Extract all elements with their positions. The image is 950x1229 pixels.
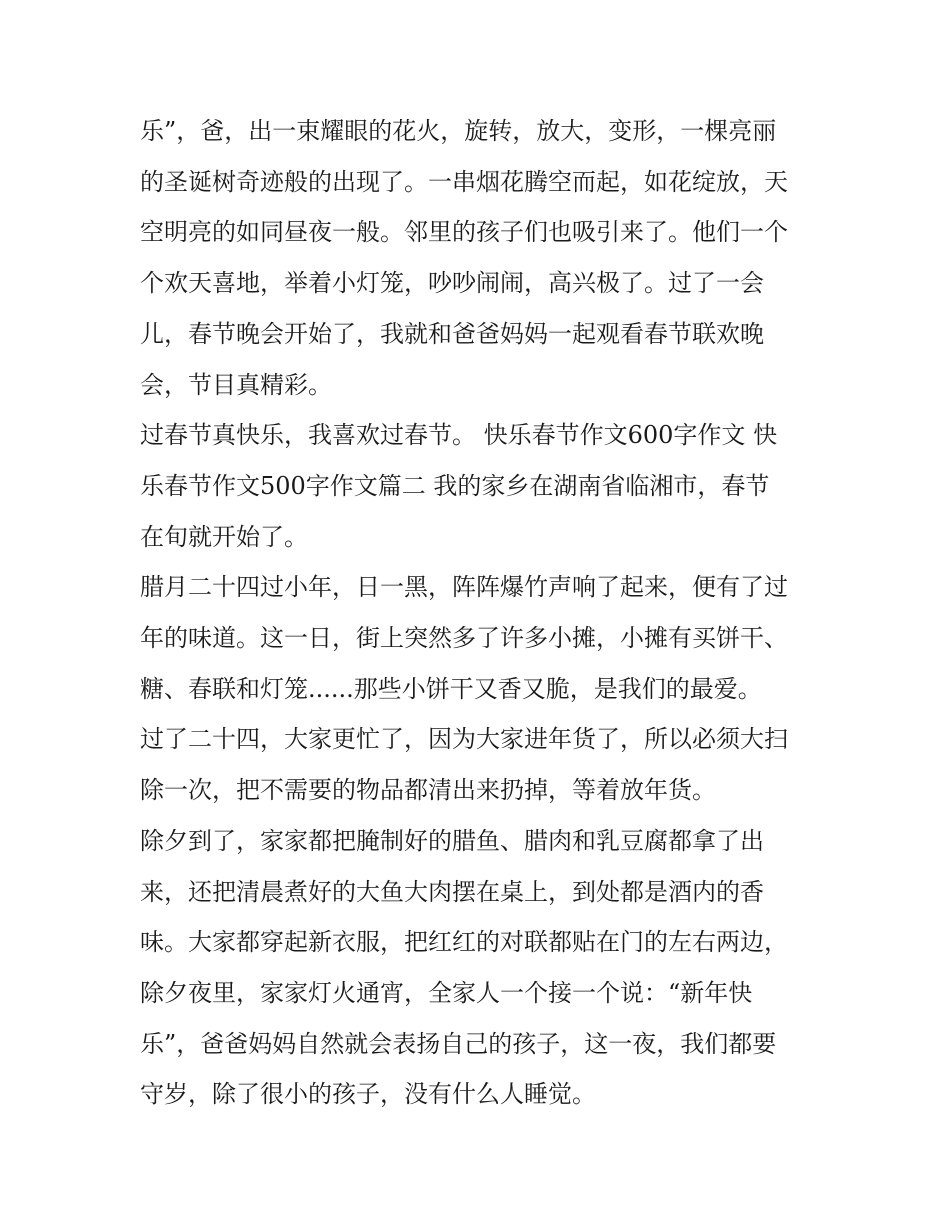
text-line: 来，还把清晨煮好的大鱼大肉摆在桌上，到处都是酒内的香 (140, 877, 764, 906)
text-line: 过春节真快乐，我喜欢过春节。 快乐春节作文600字作文 快 (140, 421, 778, 450)
document-body (140, 106, 820, 1120)
text-line: 味。大家都穿起新衣服，把红红的对联都贴在门的左右两边， (140, 928, 788, 957)
text-line: 腊月二十四过小年，日一黑，阵阵爆竹声响了起来，便有了过 (140, 573, 788, 602)
text-line: 乐春节作文500字作文篇二 我的家乡在湖南省临湘市，春节 (140, 471, 770, 500)
text-line: 的圣诞树奇迹般的出现了。一串烟花腾空而起，如花绽放，天 (140, 167, 788, 196)
text-line: 乐”，爸，出一束耀眼的花火，旋转，放大，变形，一棵亮丽 (140, 117, 777, 145)
text-line: 除夕到了，家家都把腌制好的腊鱼、腊肉和乳豆腐都拿了出 (140, 826, 764, 855)
paragraph-fireworks (140, 106, 820, 410)
text-line: 守岁，除了很小的孩子，没有什么人睡觉。 (140, 1080, 596, 1109)
text-line: 过了二十四，大家更忙了，因为大家进年货了，所以必须大扫 (140, 725, 788, 754)
text-line: 在旬就开始了。 (140, 522, 308, 551)
text-line: 乐”，爸爸妈妈自然就会表扬自己的孩子，这一夜，我们都要 (140, 1029, 777, 1058)
text-line: 糖、春联和灯笼......那些小饼干又香又脆，是我们的最爱。 (140, 674, 762, 703)
paragraph-new-years-eve (140, 816, 820, 1120)
text-line: 会，节目真精彩。 (140, 370, 332, 399)
text-line: 除夕夜里，家家灯火通宵，全家人一个接一个说：“新年快 (140, 978, 753, 1007)
paragraph-cleaning (140, 714, 820, 815)
paragraph-little-new-year (140, 562, 820, 714)
text-line: 除一次，把不需要的物品都清出来扔掉，等着放年货。 (140, 776, 716, 805)
text-line: 年的味道。这一日，街上突然多了许多小摊，小摊有买饼干、 (140, 624, 788, 653)
text-line: 空明亮的如同昼夜一般。邻里的孩子们也吸引来了。他们一个 (140, 218, 788, 247)
text-line: 个欢天喜地，举着小灯笼，吵吵闹闹，高兴极了。过了一会 (140, 269, 764, 298)
paragraph-essay-intro (140, 410, 820, 562)
text-line: 儿，春节晚会开始了，我就和爸爸妈妈一起观看春节联欢晚 (140, 319, 764, 348)
